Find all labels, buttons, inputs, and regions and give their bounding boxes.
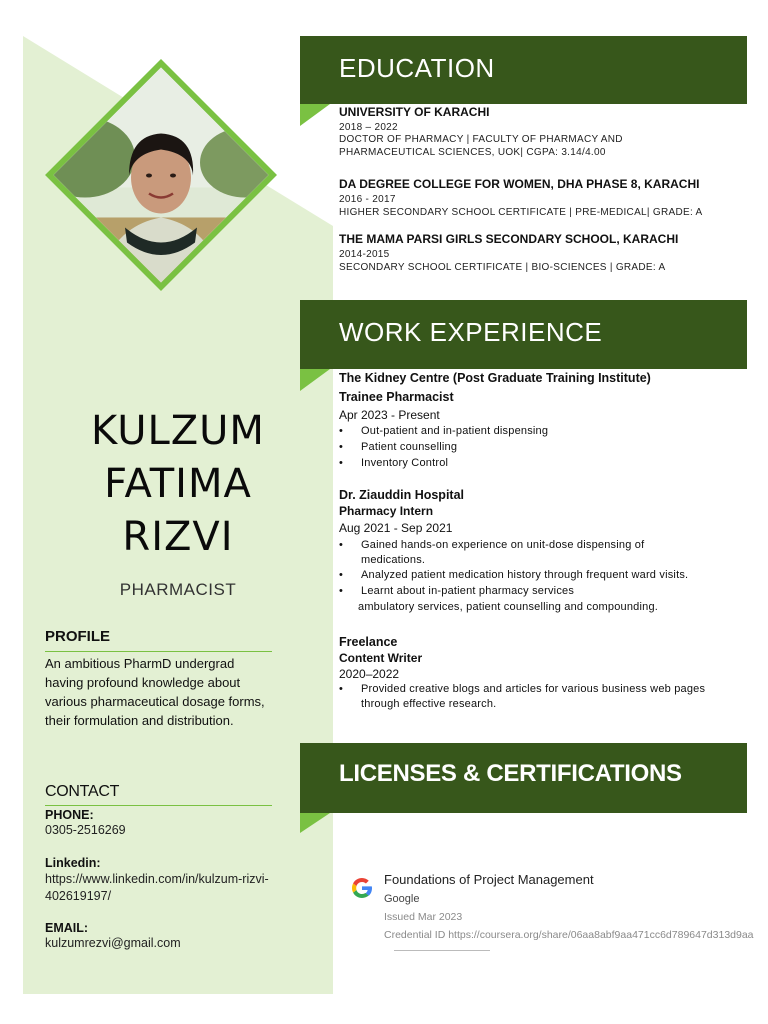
email-link[interactable]: kulzumrezvi@gmail.com [45,936,181,950]
job-3-role: Content Writer [339,651,423,665]
candidate-name [23,405,333,564]
job-3-bullet-1: • Provided creative blogs and articles for various business web pages through effective research. [339,683,706,710]
edu-detail-3: SECONDARY SCHOOL CERTIFICATE | BIO-SCIENCES | GRADE: A [339,262,666,273]
linkedin-label: Linkedin: [45,856,101,870]
job-1-role: Trainee Pharmacist [339,390,454,404]
contact-divider [45,805,272,806]
job-2-bullet-3-continued: ambulatory services, patient counselling and compounding. [358,601,659,613]
linkedin-link[interactable]: https://www.linkedin.com/in/kulzum-rizvi-402619197/ [45,872,269,903]
edu-years-1: 2018 – 2022 [339,122,398,133]
licenses-band-fold [300,813,330,833]
job-3-dates: 2020–2022 [339,667,400,681]
cert-org: Google [384,893,420,905]
profile-divider [45,651,272,652]
work-band [300,300,747,369]
job-1-bullet-3: • Inventory Control [339,457,449,469]
phone-value: 0305-2516269 [45,823,126,837]
phone-label: PHONE: [45,808,94,822]
edu-school-2: DA DEGREE COLLEGE FOR WOMEN, DHA PHASE 8, KARACHI [339,177,700,191]
job-1-dates: Apr 2023 - Present [339,408,440,422]
job-2-role: Pharmacy Intern [339,504,434,518]
email-label: EMAIL: [45,921,89,935]
name-line-3: RIZVI [122,514,234,560]
job-1-company: The Kidney Centre (Post Graduate Training Institute) [339,371,651,385]
cert-credential-id[interactable]: Credential ID https://coursera.org/share/06aa8abf9aa471cc6d789647d313d9aa [384,929,754,941]
name-line-1: KULZUM [91,408,265,454]
job-1-bullet-1: • Out-patient and in-patient dispensing [339,425,549,437]
licenses-heading: LICENSES & CERTIFICATIONS [339,760,682,787]
job-2-bullet-1: • Gained hands-on experience on unit-dose dispensing of medications. [339,539,645,566]
cert-issued: Issued Mar 2023 [384,911,463,923]
cert-name[interactable]: Foundations of Project Management [384,872,594,887]
edu-years-3: 2014-2015 [339,249,390,260]
edu-detail-2: HIGHER SECONDARY SCHOOL CERTIFICATE | PRE-MEDICAL| GRADE: A [339,207,703,218]
edu-school-1: UNIVERSITY OF KARACHI [339,105,490,119]
job-2-company: Dr. Ziauddin Hospital [339,488,465,502]
edu-detail-1: DOCTOR OF PHARMACY | FACULTY OF PHARMACY AND PHARMACEUTICAL SCIENCES, UOK| CGPA: 3.14/4.00 [339,134,623,158]
cert-divider [394,950,490,951]
education-heading: EDUCATION [339,53,495,83]
job-3-company: Freelance [339,635,398,649]
job-2-dates: Aug 2021 - Sep 2021 [339,521,453,535]
name-line-2: FATIMA [104,461,252,507]
edu-years-2: 2016 - 2017 [339,194,396,205]
edu-school-3: THE MAMA PARSI GIRLS SECONDARY SCHOOL, KARACHI [339,232,679,246]
job-title: PHARMACIST [119,580,237,599]
contact-heading: CONTACT [45,783,120,800]
job-2-bullet-2: • Analyzed patient medication history through frequent ward visits. [339,569,689,581]
licenses-band [300,743,747,813]
portrait-illustration [45,67,277,290]
profile-photo-frame [46,60,276,290]
profile-heading: PROFILE [45,628,111,645]
work-band-fold [300,369,330,391]
google-g-icon [350,876,374,900]
job-2-bullet-3: • Learnt about in-patient pharmacy services [339,585,575,597]
education-band-fold [300,104,330,126]
work-heading: WORK EXPERIENCE [339,317,603,347]
education-band [300,36,747,104]
job-1-bullet-2: • Patient counselling [339,441,458,453]
profile-summary: An ambitious PharmD undergrad having profound knowledge about various pharmaceutical dosage forms, their formulation and distribution. [45,656,265,728]
profile-photo [45,59,277,291]
